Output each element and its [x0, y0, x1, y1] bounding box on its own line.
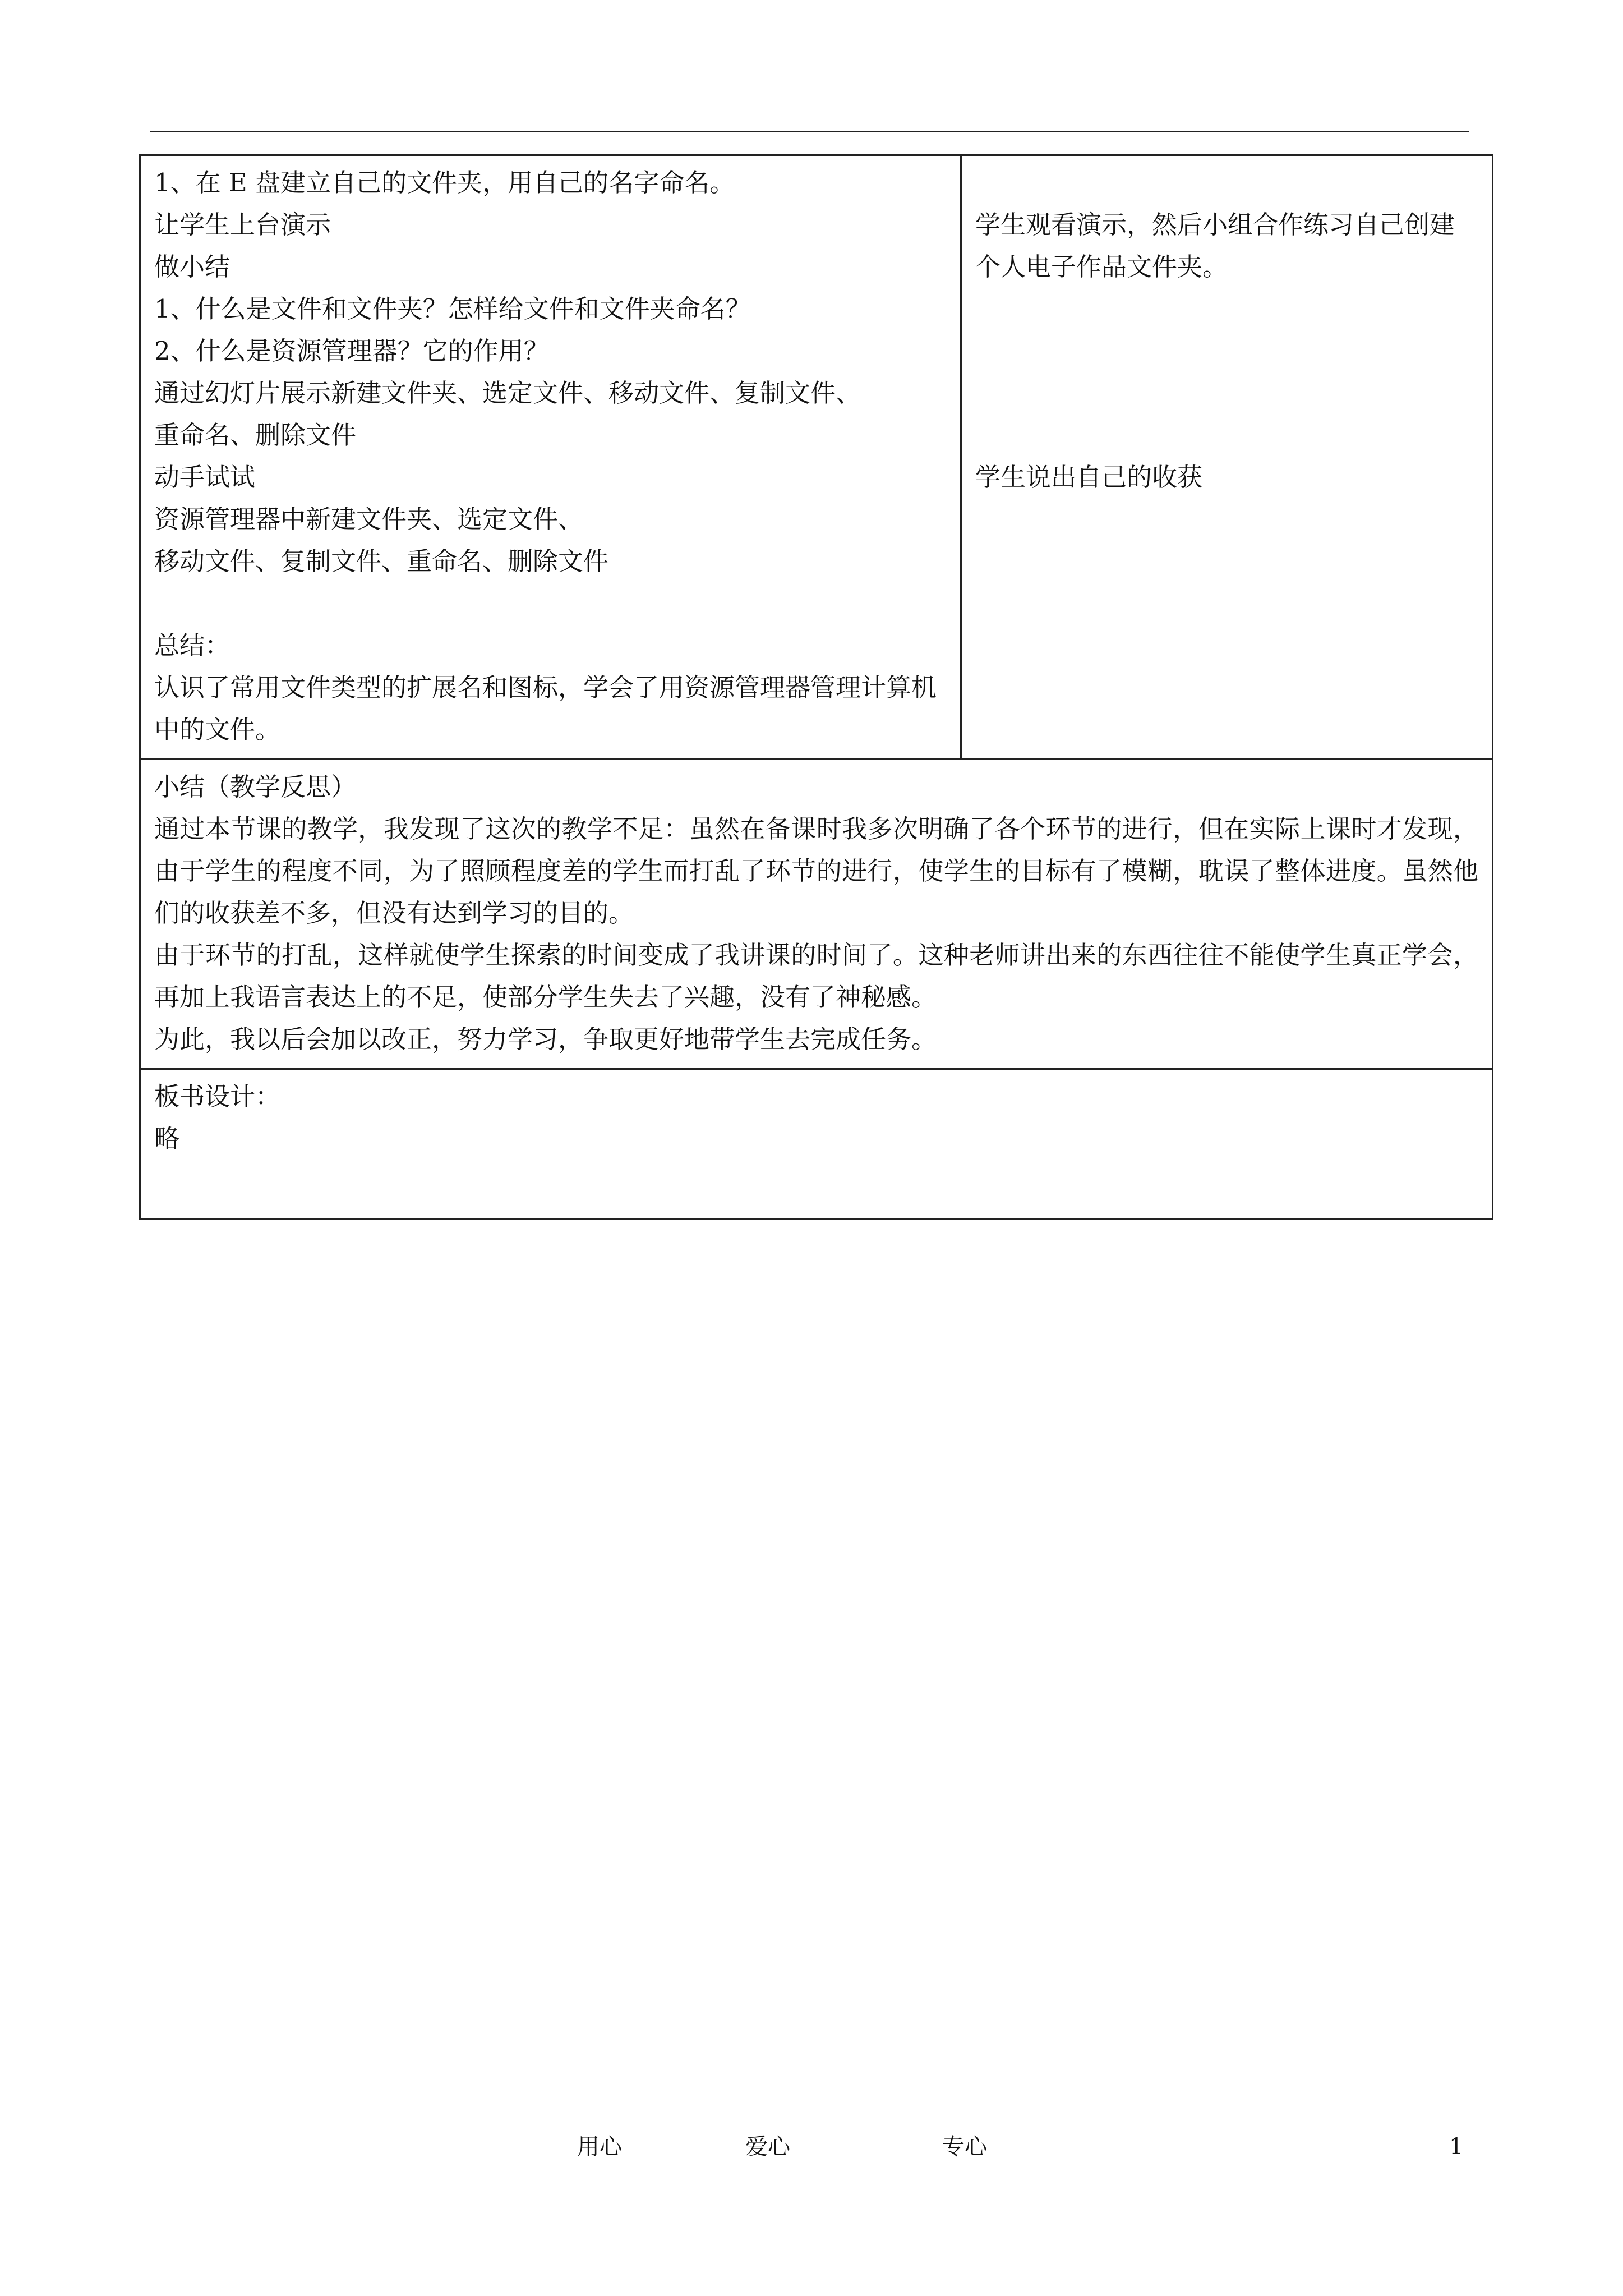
- teacher-line: 通过幻灯片展示新建文件夹、选定文件、移动文件、复制文件、: [154, 378, 861, 408]
- reflection-paragraph: 为此，我以后会加以改正，努力学习，争取更好地带学生去完成任务。: [154, 1024, 937, 1054]
- page-number: 1: [1449, 2134, 1464, 2160]
- blank-line: [975, 414, 1478, 456]
- board-cell: [140, 1069, 1493, 1219]
- teacher-activity-cell: [140, 155, 961, 760]
- blank-line: [975, 162, 1478, 204]
- reflection-row: [140, 760, 1493, 1069]
- reflection-heading: 小结（教学反思）: [154, 772, 357, 802]
- teacher-line: 重命名、删除文件: [154, 420, 357, 450]
- reflection-cell: [140, 760, 1493, 1069]
- teacher-line: 1、什么是文件和文件夹？怎样给文件和文件夹命名？: [154, 294, 751, 324]
- teacher-line: 2、什么是资源管理器？它的作用？: [154, 336, 549, 366]
- summary-text: 认识了常用文件类型的扩展名和图标，学会了用资源管理器管理计算机中的文件。: [154, 673, 937, 744]
- blank-line: [975, 372, 1478, 414]
- reflection-paragraph: 通过本节课的教学，我发现了这次的教学不足：虽然在备课时我多次明确了各个环节的进行，但在实际上课时才发现，由于学生的程度不同，为了照顾程度差的学生而打乱了环节的进行，使学生的目标有了模糊，耽误了整体进度。虽然他们的收获差不多，但没有达到学习的目的。: [154, 814, 1478, 928]
- header-rule: [150, 131, 1469, 132]
- footer-motto-2: 爱心: [745, 2134, 790, 2160]
- footer-motto-1: 用心: [577, 2134, 622, 2160]
- activities-row: [140, 155, 1493, 760]
- teacher-line: 资源管理器中新建文件夹、选定文件、: [154, 504, 584, 534]
- student-harvest-text: 学生说出自己的收获: [975, 462, 1203, 492]
- blank-line: [975, 288, 1478, 330]
- reflection-paragraph: 由于环节的打乱，这样就使学生探索的时间变成了我讲课的时间了。这种老师讲出来的东西往往不能使学生真正学会，再加上我语言表达上的不足，使部分学生失去了兴趣，没有了神秘感。: [154, 940, 1478, 1012]
- summary-heading: 总结：: [154, 631, 230, 660]
- lesson-table: [139, 154, 1493, 1220]
- teacher-line: 动手试试: [154, 462, 256, 492]
- student-activity-text: 学生观看演示，然后小组合作练习自己创建个人电子作品文件夹。: [975, 210, 1455, 282]
- blank-line: [975, 330, 1478, 372]
- footer-motto-3: 专心: [942, 2134, 987, 2160]
- teacher-line: 做小结: [154, 252, 230, 282]
- student-activity-cell: [961, 155, 1493, 760]
- teacher-line: 1、在 E 盘建立自己的文件夹，用自己的名字命名。: [154, 168, 735, 197]
- blank-line: [154, 582, 947, 624]
- teacher-line: 移动文件、复制文件、重命名、删除文件: [154, 546, 609, 576]
- board-row: [140, 1069, 1493, 1219]
- board-heading: 板书设计：: [154, 1082, 281, 1111]
- board-content: 略: [154, 1124, 180, 1153]
- teacher-line: 让学生上台演示: [154, 210, 331, 240]
